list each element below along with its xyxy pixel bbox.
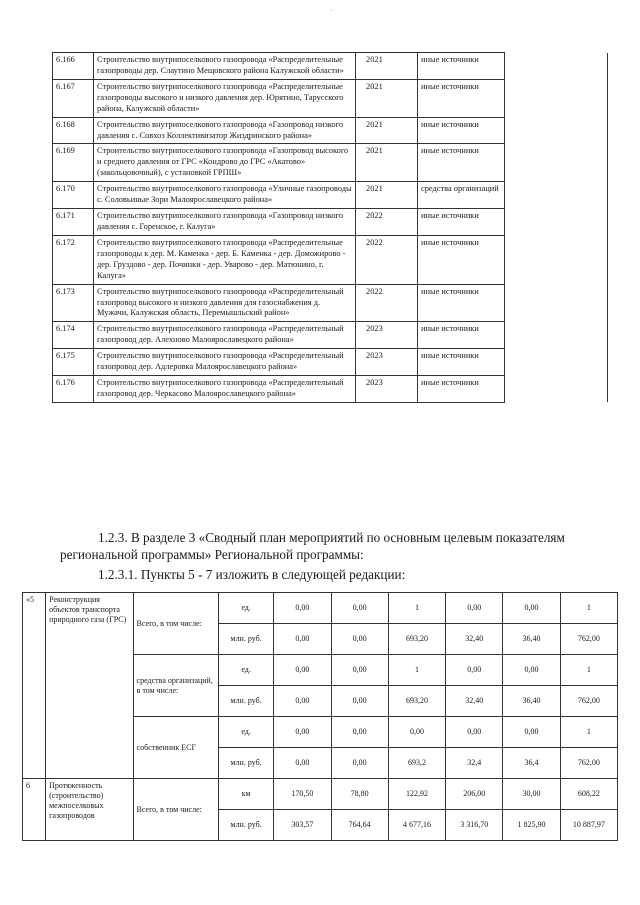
- row-number: 6.167: [53, 79, 94, 117]
- row-description: Строительство внутрипоселкового газопровода «Газопровод низкого давления с. Совхоз Коллективизатор Жиздринского района»: [94, 117, 356, 144]
- row-number: 6.170: [53, 182, 94, 209]
- group-label: средства организаций, в том числе:: [133, 655, 218, 717]
- row-year: 2022: [356, 284, 418, 322]
- row-number: 6.173: [53, 284, 94, 322]
- item-name: Протяженность (строительство) межпоселковых газопроводов: [46, 779, 133, 841]
- value-cell: 32,4: [446, 748, 503, 779]
- row-source: иные источники: [418, 284, 505, 322]
- value-cell: 693,20: [388, 686, 445, 717]
- value-cell: 762,00: [560, 624, 617, 655]
- row-description: Строительство внутрипоселкового газопровода «Газопровод низкого давления с. Горенское, г. Калуга»: [94, 209, 356, 236]
- value-cell: 693,20: [388, 624, 445, 655]
- row-description: Строительство внутрипоселкового газопровода «Распределительный газопровод дер. Адлеровка Малоярославецкого района»: [94, 349, 356, 376]
- value-cell: 762,00: [560, 686, 617, 717]
- row-year: 2021: [356, 53, 418, 80]
- value-cell: 0,00: [274, 624, 331, 655]
- group-label: Всего, в том числе:: [133, 593, 218, 655]
- row-source: иные источники: [418, 53, 505, 80]
- value-cell: 0,00: [503, 717, 560, 748]
- value-cell: 762,00: [560, 748, 617, 779]
- row-year: 2023: [356, 322, 418, 349]
- unit-cell: млн. руб.: [218, 624, 273, 655]
- item-name: Реконструкция объектов транспорта природного газа (ГРС): [46, 593, 133, 779]
- unit-cell: млн. руб.: [218, 748, 273, 779]
- row-description: Строительство внутрипоселкового газопровода «Газопровод высокого и среднего давления от ГРС «Кондрово до ГРС «Акатово» (закольцовочный), с установкой ГРПШ»: [94, 144, 356, 182]
- value-cell: 0,00: [274, 748, 331, 779]
- row-description: Строительство внутрипоселкового газопровода «Распределительные газопроводы к дер. М. Каменка - дер. Б. Каменка - дер. Доможирово - дер. Груздово - дер. Починки - дер. Уварово - дер. Матюнино, г. Калуга»: [94, 235, 356, 284]
- value-cell: 3 316,70: [446, 810, 503, 841]
- unit-cell: млн. руб.: [218, 810, 273, 841]
- unit-cell: ед.: [218, 655, 273, 686]
- row-number: 6.169: [53, 144, 94, 182]
- value-cell: 0,00: [331, 655, 388, 686]
- row-description: Строительство внутрипоселкового газопровода «Распределительные газопроводы дер. Слаутино Мещовского района Калужской области»: [94, 53, 356, 80]
- row-number: 6.176: [53, 376, 94, 403]
- value-cell: 0,00: [331, 624, 388, 655]
- row-year: 2021: [356, 144, 418, 182]
- paragraph-1-2-3-cont: региональной программы» Региональной программы:: [60, 547, 364, 562]
- row-year: 2021: [356, 182, 418, 209]
- value-cell: 4 677,16: [388, 810, 445, 841]
- row-source: иные источники: [418, 376, 505, 403]
- row-source: иные источники: [418, 79, 505, 117]
- row-description: Строительство внутрипоселкового газопровода «Распределительный газопровод высокого и низкого давления для газоснабжения д. Мужачи, Калужская область, Перемышльский район»: [94, 284, 356, 322]
- unit-cell: ед.: [218, 593, 273, 624]
- row-number: 6.168: [53, 117, 94, 144]
- empty-column: [505, 53, 608, 403]
- row-year: 2021: [356, 117, 418, 144]
- row-description: Строительство внутрипоселкового газопровода «Распределительный газопровод дер. Алехново Малоярославецкого района»: [94, 322, 356, 349]
- value-cell: 764,64: [331, 810, 388, 841]
- value-cell: 10 887,97: [560, 810, 617, 841]
- value-cell: 30,00: [503, 779, 560, 810]
- value-cell: 36,40: [503, 624, 560, 655]
- row-description: Строительство внутрипоселкового газопровода «Уличные газопроводы с. Соловьиные Зори Малоярославецкого района»: [94, 182, 356, 209]
- value-cell: 0,00: [503, 655, 560, 686]
- value-cell: 32,40: [446, 624, 503, 655]
- row-source: иные источники: [418, 144, 505, 182]
- row-number: 6.172: [53, 235, 94, 284]
- table-row: [23, 593, 618, 624]
- paragraph-1-2-3-1: 1.2.3.1. Пункты 5 - 7 изложить в следующей редакции:: [98, 567, 406, 582]
- value-cell: 1: [388, 593, 445, 624]
- value-cell: 0,00: [274, 593, 331, 624]
- value-cell: 1: [560, 593, 617, 624]
- value-cell: 1: [388, 655, 445, 686]
- item-number: «5: [23, 593, 46, 779]
- measures-table: [52, 52, 608, 403]
- row-year: 2023: [356, 376, 418, 403]
- item-number: 6: [23, 779, 46, 841]
- row-number: 6.171: [53, 209, 94, 236]
- unit-cell: ед.: [218, 717, 273, 748]
- paragraph-1-2-3: 1.2.3. В разделе 3 «Сводный план мероприятий по основным целевым показателям: [98, 530, 565, 545]
- row-source: иные источники: [418, 209, 505, 236]
- value-cell: 0,00: [446, 717, 503, 748]
- value-cell: 32,40: [446, 686, 503, 717]
- value-cell: 0,00: [446, 593, 503, 624]
- value-cell: 0,00: [274, 686, 331, 717]
- row-source: средства организаций: [418, 182, 505, 209]
- unit-cell: км: [218, 779, 273, 810]
- row-source: иные источники: [418, 235, 505, 284]
- value-cell: 0,00: [274, 717, 331, 748]
- value-cell: 0,00: [331, 748, 388, 779]
- value-cell: 1 825,90: [503, 810, 560, 841]
- value-cell: 78,80: [331, 779, 388, 810]
- indicators-table: [22, 592, 618, 841]
- value-cell: 0,00: [446, 655, 503, 686]
- row-number: 6.175: [53, 349, 94, 376]
- value-cell: 303,57: [274, 810, 331, 841]
- table-row: [53, 53, 608, 80]
- value-cell: 693,2: [388, 748, 445, 779]
- value-cell: 170,50: [274, 779, 331, 810]
- value-cell: 0,00: [503, 593, 560, 624]
- value-cell: 0,00: [331, 717, 388, 748]
- value-cell: 1: [560, 717, 617, 748]
- group-label: Всего, в том числе:: [133, 779, 218, 841]
- row-year: 2023: [356, 349, 418, 376]
- row-source: иные источники: [418, 117, 505, 144]
- value-cell: 0,00: [274, 655, 331, 686]
- value-cell: 1: [560, 655, 617, 686]
- scan-mark: ·: [330, 6, 333, 15]
- row-description: Строительство внутрипоселкового газопровода «Распределительные газопроводы высокого и низкого давления дер. Юрятино, Тарусского района, Калужской области»: [94, 79, 356, 117]
- unit-cell: млн. руб.: [218, 686, 273, 717]
- value-cell: 206,00: [446, 779, 503, 810]
- row-source: иные источники: [418, 322, 505, 349]
- row-description: Строительство внутрипоселкового газопровода «Распределительный газопровод дер. Черкасово Малоярославецкого района»: [94, 376, 356, 403]
- value-cell: 0,00: [331, 686, 388, 717]
- group-label: собственник ЕСГ: [133, 717, 218, 779]
- value-cell: 122,92: [388, 779, 445, 810]
- value-cell: 36,4: [503, 748, 560, 779]
- row-number: 6.174: [53, 322, 94, 349]
- row-year: 2022: [356, 235, 418, 284]
- value-cell: 0,00: [331, 593, 388, 624]
- row-number: 6.166: [53, 53, 94, 80]
- value-cell: 36,40: [503, 686, 560, 717]
- row-year: 2022: [356, 209, 418, 236]
- table-row: [23, 779, 618, 810]
- value-cell: 608,22: [560, 779, 617, 810]
- row-year: 2021: [356, 79, 418, 117]
- row-source: иные источники: [418, 349, 505, 376]
- value-cell: 0,00: [388, 717, 445, 748]
